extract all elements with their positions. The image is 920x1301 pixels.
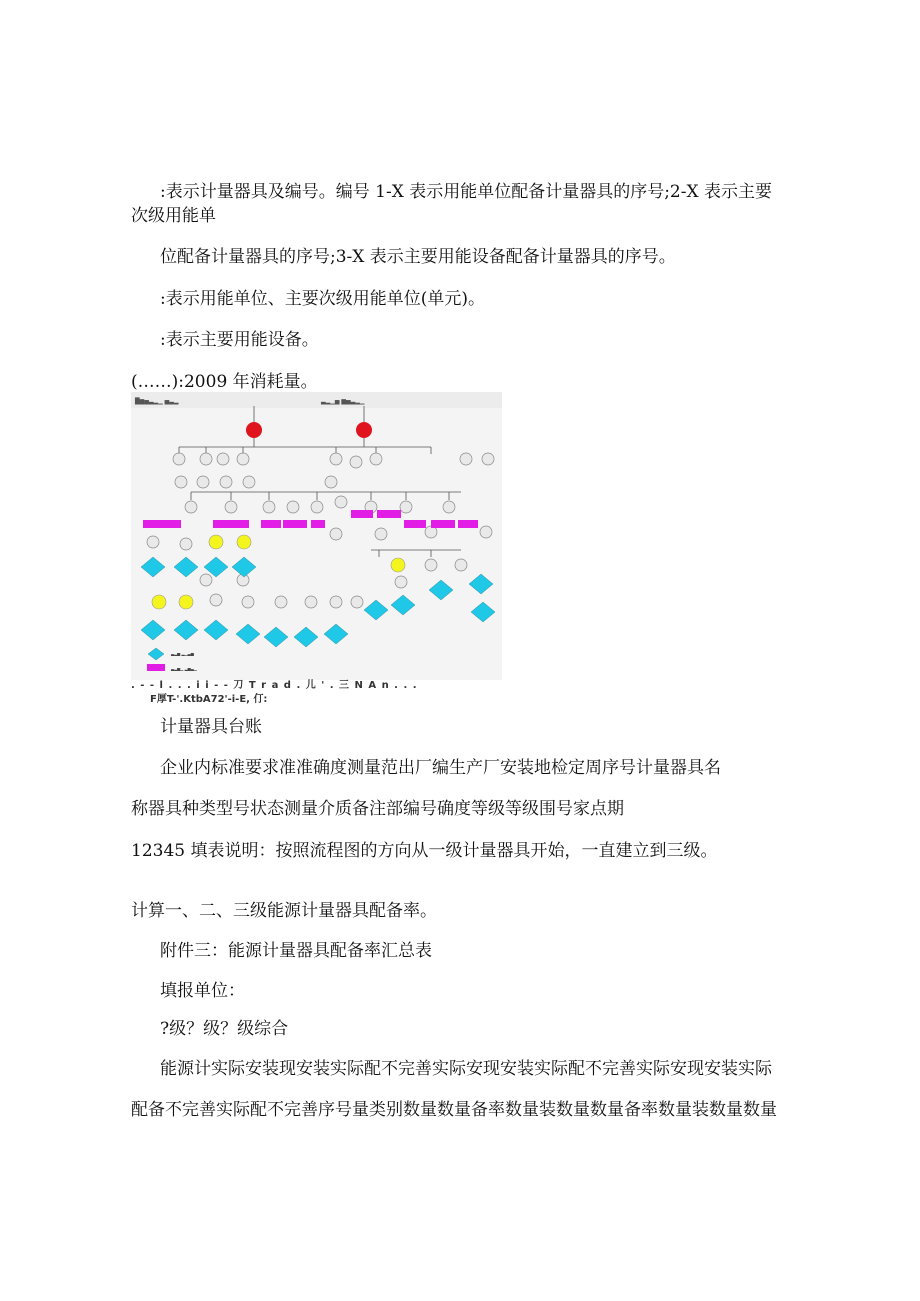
svg-text:▃▂▅ ▂▁▃▅: ▃▂▅ ▂▁▃▅	[171, 651, 194, 656]
meter-node	[173, 453, 185, 465]
meter-node	[243, 476, 255, 488]
diagram-caption-garbled-2: F厚T-'.KtbA72'-i-E, 仃:	[150, 694, 268, 705]
meter-node	[351, 596, 363, 608]
unit-box-magenta	[311, 520, 325, 528]
summary-header-1: 能源计实际安装现安装实际配不完善实际安现安装实际配不完善实际安现安装实际	[160, 1059, 772, 1079]
fill-instructions: 12345 填表说明：按照流程图的方向从一级计量器具开始，一直建立到三级。	[131, 841, 718, 861]
meter-node	[480, 526, 492, 538]
legend-unit-desc: :表示用能单位、主要次级用能单位(单元)。	[160, 289, 485, 309]
meter-node	[275, 596, 287, 608]
meter-node	[225, 501, 237, 513]
unit-box-magenta	[143, 520, 181, 528]
filling-unit-label: 填报单位：	[160, 981, 245, 1001]
meter-node	[175, 476, 187, 488]
meter-node	[335, 496, 347, 508]
meter-node	[263, 501, 275, 513]
unit-box-magenta	[261, 520, 281, 528]
unit-box-magenta	[377, 510, 401, 518]
meter-node	[443, 501, 455, 513]
meter-node-yellow	[237, 535, 251, 549]
meter-node	[200, 574, 212, 586]
meter-node	[305, 596, 317, 608]
level-header: ?级？级？级综合	[160, 1019, 289, 1039]
ledger-header-2: 称器具种类型号状态测量介质备注部编号确度等级等级围号家点期	[131, 799, 624, 819]
appendix-title: 附件三：能源计量器具配备率汇总表	[160, 941, 432, 961]
meter-node-yellow	[209, 535, 223, 549]
meter-node	[330, 453, 342, 465]
svg-text:█▆▅▃▂▁ ▅▃▂: █▆▅▃▂▁ ▅▃▂	[135, 398, 179, 405]
meter-node	[395, 576, 407, 588]
svg-text:▃▂▁▅ ▆▅▃▂▁: ▃▂▁▅ ▆▅▃▂▁	[321, 398, 365, 405]
legend-meter-desc-cont: 次级用能单	[131, 206, 216, 226]
meter-node	[425, 559, 437, 571]
legend-device-desc: :表示主要用能设备。	[160, 330, 319, 350]
meter-node	[375, 528, 387, 540]
unit-box-magenta	[404, 520, 426, 528]
meter-node	[482, 453, 494, 465]
meter-node	[350, 456, 362, 468]
meter-node	[325, 476, 337, 488]
unit-box-magenta	[458, 520, 478, 528]
meter-node	[287, 501, 299, 513]
calc-instruction: 计算一、二、三级能源计量器具配备率。	[131, 901, 437, 921]
meter-node	[242, 596, 254, 608]
meter-node	[237, 453, 249, 465]
meter-node	[217, 453, 229, 465]
legend-swatch-magenta	[147, 664, 165, 671]
meter-node	[455, 559, 467, 571]
unit-box-magenta	[351, 510, 373, 518]
meter-node	[210, 594, 222, 606]
unit-box-magenta	[283, 520, 307, 528]
meter-node	[330, 596, 342, 608]
meter-node	[311, 501, 323, 513]
diagram-caption-garbled: . - - l . . . i i - - 刀 T r a d . 儿 ' . 三 N A n . . .	[131, 680, 418, 691]
meter-node	[400, 501, 412, 513]
meter-node	[330, 528, 342, 540]
meter-node	[370, 453, 382, 465]
legend-consumption-desc: (……):2009 年消耗量。	[131, 372, 318, 392]
meter-node-yellow	[179, 595, 193, 609]
meter-node	[147, 536, 159, 548]
meter-node	[197, 476, 209, 488]
unit-box-magenta	[213, 520, 249, 528]
legend-meter-desc: :表示计量器具及编号。编号 1-X 表示用能单位配备计量器具的序号;2-X 表示主要	[160, 182, 772, 202]
ledger-header-1: 企业内标准要求准准确度测量范出厂编生产厂安装地检定周序号计量器具名	[160, 758, 721, 778]
unit-box-magenta	[431, 520, 455, 528]
meter-node	[460, 453, 472, 465]
meter-node	[180, 538, 192, 550]
svg-text:▃▂▅▁ ▂▅▃▁: ▃▂▅▁ ▂▅▃▁	[171, 666, 197, 671]
meter-node-yellow	[152, 595, 166, 609]
meter-node-yellow	[391, 558, 405, 572]
meter-node	[220, 476, 232, 488]
section-title-ledger: 计量器具台账	[160, 717, 262, 737]
level1-meter-red	[246, 422, 262, 438]
legend-meter-desc-2: 位配备计量器具的序号;3-X 表示主要用能设备配备计量器具的序号。	[160, 247, 676, 267]
meter-node	[185, 501, 197, 513]
summary-header-2: 配备不完善实际配不完善序号量类别数量数量备率数量装数量数量备率数量装数量数量	[131, 1100, 777, 1120]
metering-network-diagram	[131, 392, 502, 680]
level1-meter-red	[356, 422, 372, 438]
meter-node	[200, 453, 212, 465]
